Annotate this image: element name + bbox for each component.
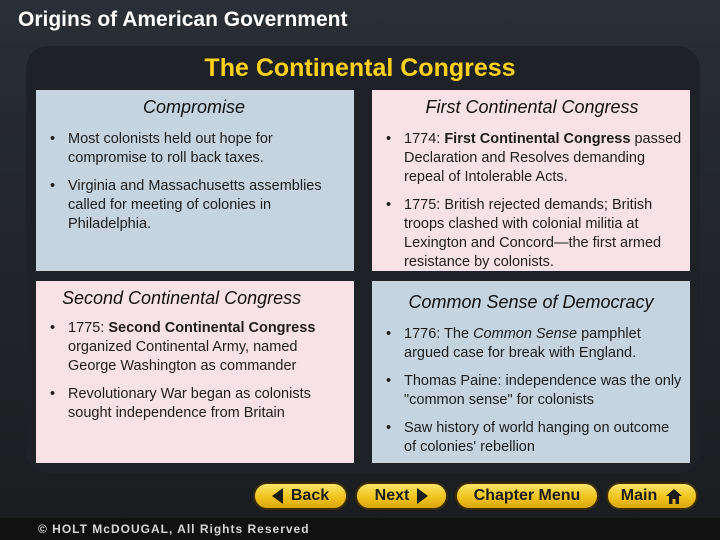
bullet-glyph: • (386, 131, 392, 147)
bullet-text: organized Continental Army, named George Washington as commander (68, 339, 298, 374)
next-button[interactable] (355, 482, 448, 510)
list-item (44, 177, 344, 234)
bullet-glyph: • (386, 326, 392, 342)
main-button-label: Main (620, 487, 658, 504)
bullet-text: pamphlet argued case for break with England. (404, 326, 641, 361)
bullet-text: Most colonists held out hope for compromise to roll back taxes. (68, 131, 273, 166)
back-button[interactable] (253, 482, 348, 510)
bullet-bold-text: First Continental Congress (444, 131, 631, 147)
bullet-glyph: • (50, 386, 56, 402)
bullet-italic-text: Common Sense (473, 326, 578, 342)
bullet-text: 1775: (68, 320, 109, 336)
slide-title: The Continental Congress (204, 54, 516, 82)
bullet-glyph: • (386, 420, 392, 436)
bullet-glyph: • (50, 320, 56, 336)
bullet-text: Saw history of world hanging on outcome of colonies' rebellion (404, 420, 670, 455)
bullet-glyph: • (50, 131, 56, 147)
list-item (380, 130, 684, 187)
bullet-text: 1776: The (404, 326, 474, 342)
list-item (44, 385, 342, 423)
main-button[interactable] (606, 482, 698, 510)
bullet-glyph: • (50, 178, 56, 194)
list-item (380, 419, 682, 457)
compromise-panel (36, 90, 354, 271)
list-item (380, 196, 684, 272)
back-button-label: Back (290, 487, 330, 504)
page-title: Origins of American Government (18, 8, 348, 31)
arrow-right-icon (417, 488, 428, 504)
panel-heading: First Continental Congress (425, 97, 639, 117)
panel-heading: Compromise (142, 97, 246, 117)
list-item (380, 372, 682, 410)
bullet-bold-text: Second Continental Congress (108, 320, 316, 336)
list-item (44, 319, 342, 376)
bullet-text: 1775: British rejected demands; British troops clashed with colonial militia at Lexington and Concord—the first armed resistance by colonists. (404, 197, 662, 270)
list-item (380, 325, 682, 363)
panel-heading: Second Continental Congress (62, 288, 302, 308)
bullet-text: Thomas Paine: independence was the only "common sense" for colonists (404, 373, 682, 408)
bullet-text: Revolutionary War began as colonists sought independence from Britain (68, 386, 311, 421)
bullet-glyph: • (386, 197, 392, 213)
second-congress-panel (36, 281, 354, 463)
first-congress-panel (372, 90, 690, 271)
bullet-glyph: • (386, 373, 392, 389)
next-button-label: Next (374, 487, 410, 504)
home-icon (665, 488, 683, 505)
chapter-menu-button[interactable] (455, 482, 599, 510)
arrow-left-icon (272, 488, 283, 504)
list-item (44, 130, 344, 168)
copyright-text: © HOLT McDOUGAL, All Rights Reserved (38, 522, 310, 536)
bullet-text: 1774: (404, 131, 445, 147)
chapter-menu-button-label: Chapter Menu (473, 487, 581, 504)
common-sense-panel (372, 281, 690, 463)
panel-heading: Common Sense of Democracy (408, 292, 654, 312)
bullet-text: passed Declaration and Resolves demanding repeal of Intolerable Acts. (404, 131, 682, 185)
bullet-text: Virginia and Massachusetts assemblies called for meeting of colonies in Philadelphia. (68, 178, 322, 232)
